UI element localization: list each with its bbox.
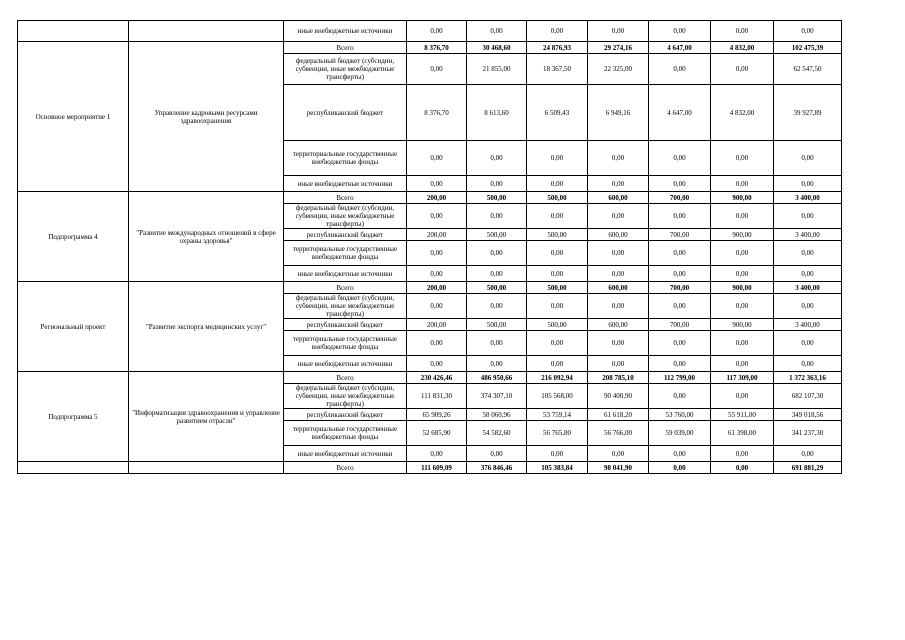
group-title-cell <box>129 462 284 474</box>
value-cell: 216 092,94 <box>527 372 588 384</box>
group-title-cell: "Развитие международных отношений в сфере охраны здоровья" <box>129 192 284 282</box>
value-cell: 200,00 <box>407 229 467 241</box>
budget-table <box>17 20 842 474</box>
value-cell: 61 618,20 <box>588 409 649 421</box>
value-cell: 56 766,00 <box>588 421 649 446</box>
value-cell: 54 582,60 <box>467 421 527 446</box>
value-cell: 682 107,30 <box>774 384 842 409</box>
value-cell: 230 426,46 <box>407 372 467 384</box>
value-cell: 0,00 <box>649 446 711 462</box>
value-cell: 0,00 <box>467 356 527 372</box>
value-cell: 0,00 <box>774 446 842 462</box>
value-cell: 0,00 <box>588 294 649 319</box>
value-cell: 0,00 <box>711 204 774 229</box>
table-row <box>18 192 842 204</box>
value-cell: 0,00 <box>467 21 527 42</box>
value-cell: 0,00 <box>588 331 649 356</box>
value-cell: 3 400,00 <box>774 229 842 241</box>
value-cell: 0,00 <box>649 204 711 229</box>
value-cell: 700,00 <box>649 192 711 204</box>
value-cell: 90 400,90 <box>588 384 649 409</box>
value-cell: 0,00 <box>527 356 588 372</box>
value-cell: 0,00 <box>711 384 774 409</box>
value-cell: 700,00 <box>649 319 711 331</box>
value-cell: 0,00 <box>527 294 588 319</box>
value-cell: 105 568,00 <box>527 384 588 409</box>
source-cell: республиканский бюджет <box>284 229 407 241</box>
value-cell: 374 307,10 <box>467 384 527 409</box>
value-cell: 55 911,00 <box>711 409 774 421</box>
value-cell: 0,00 <box>527 141 588 176</box>
value-cell: 0,00 <box>711 54 774 85</box>
value-cell: 0,00 <box>407 241 467 266</box>
source-cell: территориальные государственные внебюджетные фонды <box>284 241 407 266</box>
value-cell: 0,00 <box>467 241 527 266</box>
source-cell: Всего <box>284 372 407 384</box>
value-cell: 200,00 <box>407 319 467 331</box>
value-cell: 0,00 <box>774 294 842 319</box>
group-name-cell: Региональный проект <box>18 282 129 372</box>
source-cell: иные внебюджетные источники <box>284 446 407 462</box>
value-cell: 24 876,93 <box>527 42 588 54</box>
value-cell: 53 759,14 <box>527 409 588 421</box>
source-cell: федеральный бюджет (субсидии, субвенции, иные межбюджетные трансферты) <box>284 294 407 319</box>
value-cell: 500,00 <box>467 229 527 241</box>
value-cell: 0,00 <box>649 21 711 42</box>
value-cell: 700,00 <box>649 282 711 294</box>
value-cell: 29 274,16 <box>588 42 649 54</box>
value-cell: 65 909,26 <box>407 409 467 421</box>
value-cell: 18 367,50 <box>527 54 588 85</box>
value-cell: 0,00 <box>774 266 842 282</box>
value-cell: 56 765,80 <box>527 421 588 446</box>
source-cell: Всего <box>284 462 407 474</box>
value-cell: 0,00 <box>649 384 711 409</box>
value-cell: 0,00 <box>407 141 467 176</box>
value-cell: 0,00 <box>467 141 527 176</box>
value-cell: 0,00 <box>407 176 467 192</box>
value-cell: 0,00 <box>407 21 467 42</box>
value-cell: 4 832,00 <box>711 85 774 141</box>
value-cell: 0,00 <box>774 176 842 192</box>
value-cell: 4 647,00 <box>649 42 711 54</box>
value-cell: 0,00 <box>467 294 527 319</box>
value-cell: 111 831,30 <box>407 384 467 409</box>
value-cell: 200,00 <box>407 192 467 204</box>
group-title-cell: Управление кадровыми ресурсами здравоохранения <box>129 42 284 192</box>
value-cell: 0,00 <box>711 141 774 176</box>
source-cell: Всего <box>284 282 407 294</box>
group-name-cell: Основное мероприятие 1 <box>18 42 129 192</box>
source-cell: республиканский бюджет <box>284 409 407 421</box>
source-cell: иные внебюджетные источники <box>284 356 407 372</box>
group-name-cell: Подпрограмма 5 <box>18 372 129 462</box>
value-cell: 0,00 <box>649 266 711 282</box>
source-cell: территориальные государственные внебюджетные фонды <box>284 421 407 446</box>
value-cell: 0,00 <box>774 141 842 176</box>
table-row <box>18 21 842 42</box>
value-cell: 0,00 <box>649 176 711 192</box>
source-cell: территориальные государственные внебюджетные фонды <box>284 331 407 356</box>
value-cell: 486 950,66 <box>467 372 527 384</box>
value-cell: 0,00 <box>711 331 774 356</box>
value-cell: 0,00 <box>711 266 774 282</box>
group-title-cell <box>129 21 284 42</box>
value-cell: 30 468,60 <box>467 42 527 54</box>
value-cell: 0,00 <box>649 294 711 319</box>
value-cell: 0,00 <box>588 266 649 282</box>
value-cell: 341 237,30 <box>774 421 842 446</box>
value-cell: 0,00 <box>467 176 527 192</box>
value-cell: 900,00 <box>711 192 774 204</box>
value-cell: 0,00 <box>711 462 774 474</box>
value-cell: 8 613,60 <box>467 85 527 141</box>
value-cell: 0,00 <box>588 204 649 229</box>
value-cell: 0,00 <box>774 241 842 266</box>
value-cell: 500,00 <box>527 282 588 294</box>
value-cell: 600,00 <box>588 282 649 294</box>
source-cell: республиканский бюджет <box>284 319 407 331</box>
value-cell: 0,00 <box>588 141 649 176</box>
value-cell: 600,00 <box>588 229 649 241</box>
value-cell: 900,00 <box>711 282 774 294</box>
value-cell: 0,00 <box>407 356 467 372</box>
value-cell: 4 832,00 <box>711 42 774 54</box>
table-row <box>18 462 842 474</box>
value-cell: 0,00 <box>467 331 527 356</box>
value-cell: 117 309,00 <box>711 372 774 384</box>
value-cell: 0,00 <box>407 331 467 356</box>
value-cell: 21 855,00 <box>467 54 527 85</box>
value-cell: 58 060,96 <box>467 409 527 421</box>
table-body <box>18 21 842 474</box>
value-cell: 376 846,46 <box>467 462 527 474</box>
value-cell: 0,00 <box>649 462 711 474</box>
value-cell: 0,00 <box>588 356 649 372</box>
value-cell: 900,00 <box>711 229 774 241</box>
value-cell: 500,00 <box>527 192 588 204</box>
value-cell: 0,00 <box>649 241 711 266</box>
value-cell: 0,00 <box>711 446 774 462</box>
value-cell: 0,00 <box>588 176 649 192</box>
value-cell: 1 372 363,16 <box>774 372 842 384</box>
value-cell: 0,00 <box>527 331 588 356</box>
source-cell: федеральный бюджет (субсидии, субвенции, иные межбюджетные трансферты) <box>284 204 407 229</box>
value-cell: 0,00 <box>527 266 588 282</box>
value-cell: 0,00 <box>527 204 588 229</box>
value-cell: 0,00 <box>711 356 774 372</box>
value-cell: 0,00 <box>467 266 527 282</box>
value-cell: 0,00 <box>527 176 588 192</box>
value-cell: 0,00 <box>527 21 588 42</box>
value-cell: 98 041,90 <box>588 462 649 474</box>
source-cell: республиканский бюджет <box>284 85 407 141</box>
value-cell: 0,00 <box>467 204 527 229</box>
value-cell: 112 799,00 <box>649 372 711 384</box>
group-name-cell: Подпрограмма 4 <box>18 192 129 282</box>
value-cell: 8 376,70 <box>407 42 467 54</box>
value-cell: 105 383,84 <box>527 462 588 474</box>
value-cell: 0,00 <box>649 356 711 372</box>
value-cell: 53 760,00 <box>649 409 711 421</box>
value-cell: 0,00 <box>711 241 774 266</box>
source-cell: федеральный бюджет (субсидии, субвенции, иные межбюджетные трансферты) <box>284 384 407 409</box>
source-cell: территориальные государственные внебюджетные фонды <box>284 141 407 176</box>
value-cell: 0,00 <box>467 446 527 462</box>
value-cell: 3 400,00 <box>774 282 842 294</box>
value-cell: 0,00 <box>527 446 588 462</box>
value-cell: 500,00 <box>467 192 527 204</box>
value-cell: 700,00 <box>649 229 711 241</box>
source-cell: иные внебюджетные источники <box>284 176 407 192</box>
value-cell: 102 475,39 <box>774 42 842 54</box>
value-cell: 6 509,43 <box>527 85 588 141</box>
value-cell: 500,00 <box>467 319 527 331</box>
value-cell: 8 376,70 <box>407 85 467 141</box>
value-cell: 0,00 <box>774 331 842 356</box>
value-cell: 0,00 <box>711 176 774 192</box>
value-cell: 0,00 <box>774 356 842 372</box>
value-cell: 0,00 <box>649 54 711 85</box>
value-cell: 3 400,00 <box>774 192 842 204</box>
value-cell: 0,00 <box>407 266 467 282</box>
value-cell: 691 881,29 <box>774 462 842 474</box>
value-cell: 111 609,09 <box>407 462 467 474</box>
group-name-cell <box>18 462 129 474</box>
value-cell: 0,00 <box>774 204 842 229</box>
group-title-cell: "Развитие экспорта медицинских услуг" <box>129 282 284 372</box>
group-title-cell: "Информатизация здравоохранения и управление развитием отрасли" <box>129 372 284 462</box>
value-cell: 208 785,10 <box>588 372 649 384</box>
value-cell: 0,00 <box>588 241 649 266</box>
value-cell: 0,00 <box>711 294 774 319</box>
table-row <box>18 42 842 54</box>
value-cell: 0,00 <box>649 331 711 356</box>
value-cell: 0,00 <box>407 204 467 229</box>
value-cell: 59 039,00 <box>649 421 711 446</box>
value-cell: 61 398,00 <box>711 421 774 446</box>
source-cell: Всего <box>284 192 407 204</box>
value-cell: 349 018,56 <box>774 409 842 421</box>
value-cell: 6 949,16 <box>588 85 649 141</box>
value-cell: 52 685,90 <box>407 421 467 446</box>
value-cell: 500,00 <box>527 319 588 331</box>
table-row <box>18 282 842 294</box>
value-cell: 600,00 <box>588 192 649 204</box>
value-cell: 0,00 <box>711 21 774 42</box>
source-cell: иные внебюджетные источники <box>284 266 407 282</box>
value-cell: 900,00 <box>711 319 774 331</box>
value-cell: 3 400,00 <box>774 319 842 331</box>
value-cell: 0,00 <box>527 241 588 266</box>
value-cell: 0,00 <box>407 446 467 462</box>
group-name-cell <box>18 21 129 42</box>
value-cell: 22 325,00 <box>588 54 649 85</box>
value-cell: 0,00 <box>588 446 649 462</box>
value-cell: 0,00 <box>407 294 467 319</box>
source-cell: иные внебюджетные источники <box>284 21 407 42</box>
value-cell: 600,00 <box>588 319 649 331</box>
table-row <box>18 372 842 384</box>
value-cell: 62 547,50 <box>774 54 842 85</box>
value-cell: 500,00 <box>467 282 527 294</box>
value-cell: 39 927,89 <box>774 85 842 141</box>
source-cell: федеральный бюджет (субсидии, субвенции, иные межбюджетные трансферты) <box>284 54 407 85</box>
value-cell: 0,00 <box>588 21 649 42</box>
value-cell: 200,00 <box>407 282 467 294</box>
value-cell: 4 647,00 <box>649 85 711 141</box>
value-cell: 0,00 <box>774 21 842 42</box>
value-cell: 0,00 <box>649 141 711 176</box>
value-cell: 500,00 <box>527 229 588 241</box>
source-cell: Всего <box>284 42 407 54</box>
value-cell: 0,00 <box>407 54 467 85</box>
